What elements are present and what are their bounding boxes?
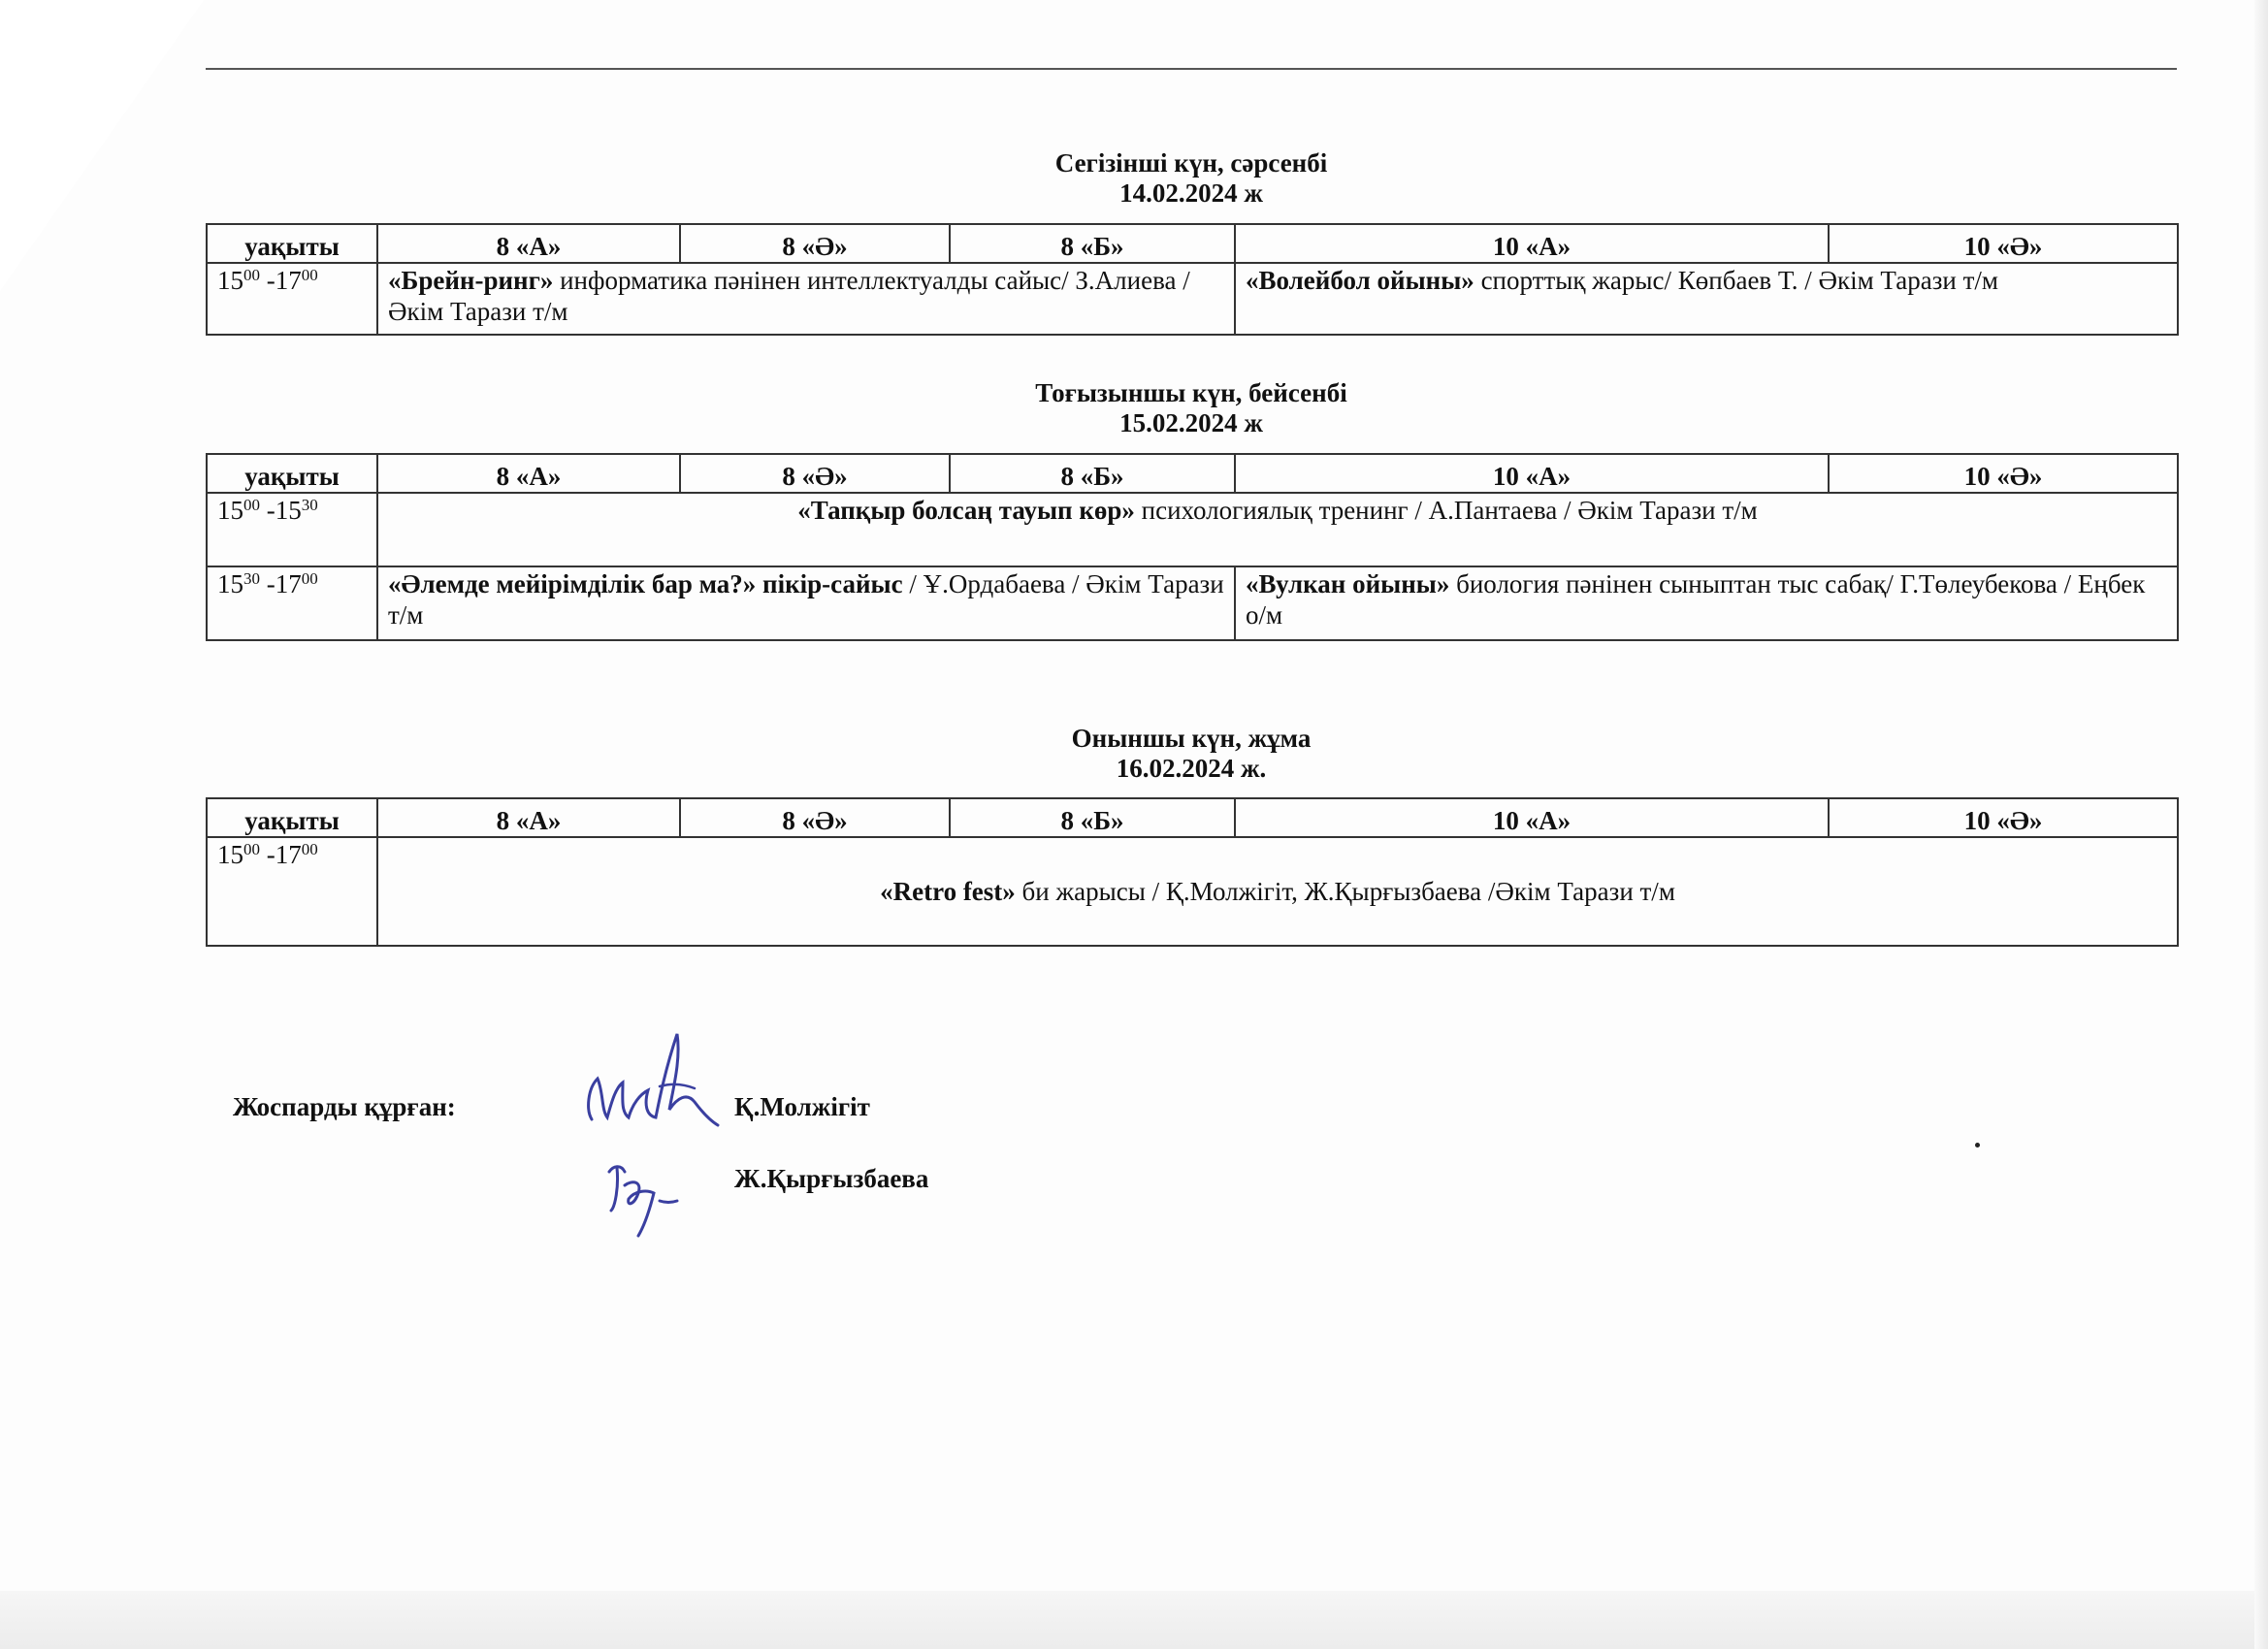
- column-header: уақыты: [207, 224, 377, 263]
- column-header: уақыты: [207, 798, 377, 837]
- day-title: Сегізінші күн, сәрсенбі: [1054, 148, 1328, 178]
- column-header: 8 «Б»: [950, 798, 1235, 837]
- event-cell-grade-8: «Брейн-ринг» информатика пәнінен интеллектуалды сайыс/ З.Алиева / Әкім Тарази т/м: [377, 263, 1235, 335]
- time-cell: $15^{00}$ $-17^{00}$: [207, 263, 377, 335]
- column-header: 8 «А»: [377, 224, 680, 263]
- signature-label: Жоспарды құрған:: [233, 1092, 456, 1121]
- table-row: [207, 837, 2178, 946]
- day-date: 16.02.2024 ж.: [1116, 754, 1267, 783]
- day-date: 14.02.2024 ж: [1119, 178, 1263, 208]
- column-header: 10 «Ә»: [1829, 224, 2178, 263]
- column-header: 10 «А»: [1235, 798, 1829, 837]
- day-title: Оныншы күн, жұма: [1071, 724, 1312, 753]
- time-cell: $15^{00}$ $-17^{00}$: [207, 837, 377, 946]
- schedule-table-day-2: [206, 453, 2179, 641]
- top-rule: [206, 68, 2177, 70]
- time-cell: $15^{30}$ $-17^{00}$: [207, 566, 377, 640]
- header-row: [207, 798, 2178, 837]
- day-title: Тоғызыншы күн, бейсенбі: [1035, 378, 1347, 407]
- column-header: 10 «А»: [1235, 224, 1829, 263]
- column-header: 10 «Ә»: [1829, 454, 2178, 493]
- day-heading-1: [206, 148, 2177, 209]
- event-cell-grade-10: «Вулкан ойыны» биология пәнінен сыныптан тыс сабақ/ Г.Төлеубекова / Еңбек о/м: [1235, 566, 2178, 640]
- scan-edge: [2254, 0, 2268, 1649]
- signature-mark-1: [572, 1020, 728, 1137]
- scan-shade: [0, 1591, 2268, 1649]
- table-row: [207, 263, 2178, 335]
- event-cell-grade-8: «Әлемде мейірімділік бар ма?» пікір-сайыс / Ұ.Ордабаева / Әкім Тарази т/м: [377, 566, 1235, 640]
- column-header: 8 «А»: [377, 454, 680, 493]
- schedule-table-day-3: [206, 797, 2179, 947]
- signature-mark-2: [599, 1152, 716, 1240]
- event-cell-all-classes: «Тапқыр болсаң тауып көр» психологиялық тренинг / А.Пантаева / Әкім Тарази т/м: [377, 493, 2178, 566]
- day-heading-2: [206, 378, 2177, 438]
- folded-corner: [0, 0, 204, 291]
- event-cell-grade-10: «Волейбол ойыны» спорттық жарыс/ Көпбаев Т. / Әкім Тарази т/м: [1235, 263, 2178, 335]
- event-cell-all-classes: «Retro fest» би жарысы / Қ.Молжігіт, Ж.Қырғызбаева /Әкім Тарази т/м: [377, 837, 2178, 946]
- schedule-table-day-1: [206, 223, 2179, 336]
- time-cell: $15^{00}$ $-15^{30}$: [207, 493, 377, 566]
- day-heading-3: [206, 724, 2177, 784]
- column-header: 8 «Ә»: [680, 454, 950, 493]
- table-row: [207, 566, 2178, 640]
- day-date: 15.02.2024 ж: [1119, 408, 1263, 437]
- column-header: уақыты: [207, 454, 377, 493]
- signer-name-1: Қ.Молжігіт: [734, 1092, 870, 1121]
- column-header: 8 «А»: [377, 798, 680, 837]
- column-header: 10 «А»: [1235, 454, 1829, 493]
- column-header: 8 «Б»: [950, 454, 1235, 493]
- header-row: [207, 454, 2178, 493]
- signer-name-2: Ж.Қырғызбаева: [734, 1164, 929, 1193]
- stray-mark: [1975, 1143, 1980, 1148]
- column-header: 10 «Ә»: [1829, 798, 2178, 837]
- table-row: [207, 493, 2178, 566]
- column-header: 8 «Ә»: [680, 798, 950, 837]
- header-row: [207, 224, 2178, 263]
- column-header: 8 «Б»: [950, 224, 1235, 263]
- column-header: 8 «Ә»: [680, 224, 950, 263]
